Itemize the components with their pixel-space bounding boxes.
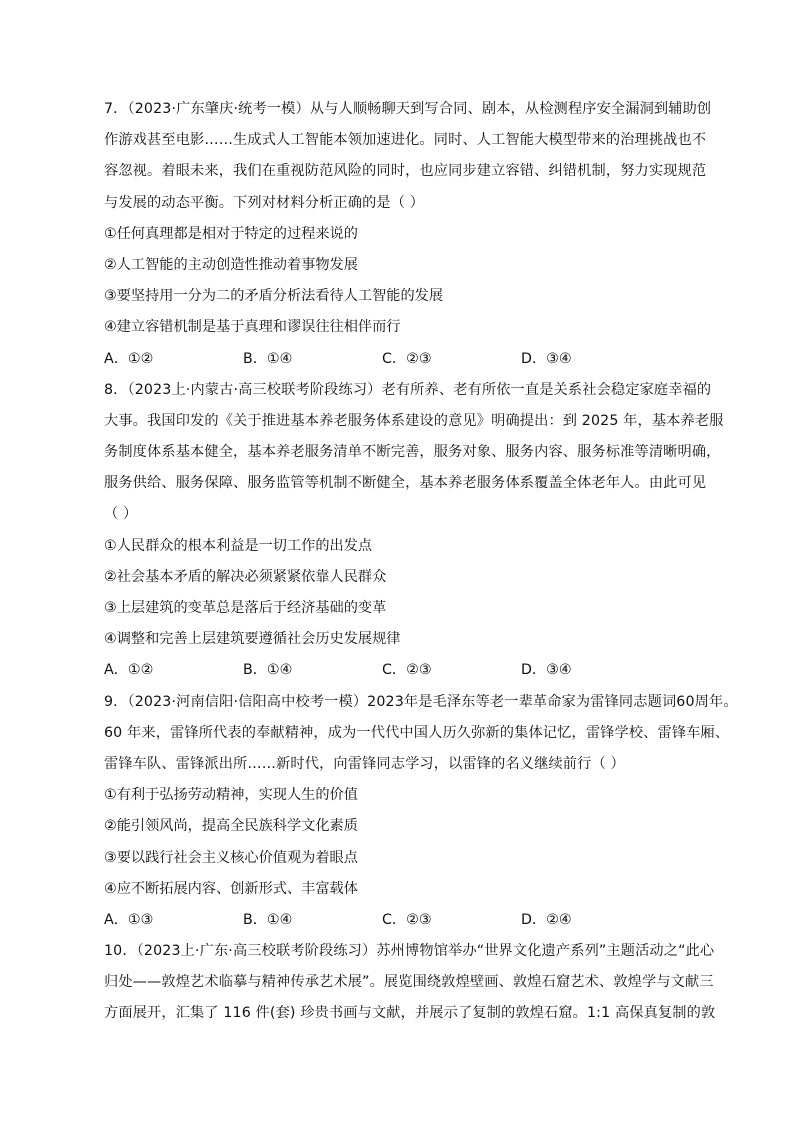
- question-stem-line: 务制度体系基本健全，基本养老服务清单不断完善，服务对象、服务内容、服务标准等清晰明确，: [104, 444, 721, 461]
- answer-choice-c: C．②③: [382, 350, 432, 367]
- statement-option: ④调整和完善上层建筑要遵循社会历史发展规律: [104, 631, 401, 648]
- statement-option: ③上层建筑的变革总是落后于经济基础的变革: [104, 600, 387, 616]
- answer-choice-a: A．①③: [104, 911, 154, 928]
- answer-choices: [104, 655, 694, 686]
- question-9: [104, 687, 738, 937]
- question-stem-line: 服务供给、服务保障、服务监管等机制不断健全，基本养老服务体系覆盖全体老年人。由此可见: [104, 475, 707, 492]
- answer-choice-b: B．①④: [243, 350, 293, 367]
- question-stem-line: 容忽视。着眼未来，我们在重视防范风险的同时，也应同步建立容错、纠错机制，努力实现规范: [104, 163, 707, 180]
- question-stem-line: 归处——敦煌艺术临摹与精神传承艺术展”。展览围绕敦煌壁画、敦煌石窟艺术、敦煌学与文献三: [104, 974, 714, 991]
- question-stem-line: 雷锋车队、雷锋派出所……新时代，向雷锋同志学习，以雷锋的名义继续前行（ ）: [104, 755, 625, 772]
- question-stem-line: 大事。我国印发的《关于推进基本养老服务体系建设的意见》明确提出：到 2025 年，基本养老服: [104, 412, 724, 429]
- answer-choices: [104, 344, 694, 375]
- statement-option: ②社会基本矛盾的解决必须紧紧依靠人民群众: [104, 568, 387, 585]
- statement-option: ③要以践行社会主义核心价值观为着眼点: [104, 849, 358, 866]
- question-8: [104, 375, 724, 687]
- statement-option: ②人工智能的主动创造性推动着事物发展: [104, 256, 358, 273]
- answer-choice-c: C．②③: [382, 662, 432, 679]
- question-stem-line: 9．（2023·河南信阳·信阳高中校考一模）2023年是毛泽东等老一辈革命家为雷锋同志题词60周年。: [104, 693, 738, 710]
- answer-choice-d: D．③④: [521, 350, 572, 367]
- statement-option: ①任何真理都是相对于特定的过程来说的: [104, 225, 358, 242]
- question-stem-line: 与发展的动态平衡。下列对材料分析正确的是（ ）: [104, 194, 425, 211]
- question-stem-line: 8．（2023上·内蒙古·高三校联考阶段练习）老有所养、老有所依一直是关系社会稳定家庭幸福的: [104, 381, 712, 398]
- answer-choice-c: C．②③: [382, 911, 432, 928]
- question-stem-line: 7．（2023·广东肇庆·统考一模）从与人顺畅聊天到写合同、剧本，从检测程序安全漏洞到辅助创: [104, 101, 712, 117]
- answer-choice-a: A．①②: [104, 662, 154, 679]
- question-stem-line: 60 年来，雷锋所代表的奉献精神，成为一代代中国人历久弥新的集体记忆，雷锋学校、雷锋车厢、: [104, 724, 730, 741]
- statement-option: ④建立容错机制是基于真理和谬误往往相伴而行: [104, 319, 401, 336]
- statement-option: ④应不断拓展内容、创新形式、丰富载体: [104, 880, 358, 897]
- statement-option: ②能引领风尚，提高全民族科学文化素质: [104, 818, 358, 835]
- question-7: [104, 94, 712, 375]
- answer-choice-b: B．①④: [243, 662, 293, 679]
- question-stem-line: 作游戏甚至电影……生成式人工智能本领加速进化。同时、人工智能大模型带来的治理挑战也不: [104, 132, 707, 149]
- answer-choice-d: D．②④: [521, 911, 572, 928]
- question-stem-line: 10．（2023上·广东·高三校联考阶段练习）苏州博物馆举办“世界文化遗产系列”主题活动之“此心: [104, 943, 715, 960]
- answer-choice-d: D．③④: [521, 662, 572, 679]
- answer-choice-b: B．①④: [243, 911, 293, 928]
- statement-option: ①人民群众的根本利益是一切工作的出发点: [104, 537, 373, 554]
- exam-page: [104, 94, 738, 1030]
- answer-choice-a: A．①②: [104, 350, 154, 367]
- question-10: [104, 936, 716, 1030]
- statement-option: ①有利于弘扬劳动精神，实现人生的价值: [104, 787, 358, 804]
- question-stem-line: （ ）: [104, 506, 138, 523]
- statement-option: ③要坚持用一分为二的矛盾分析法看待人工智能的发展: [104, 288, 444, 305]
- answer-choices: [104, 905, 694, 936]
- question-stem-line: 方面展开，汇集了 116 件(套) 珍贵书画与文献，并展示了复制的敦煌石窟。1:1 高保真复制的敦: [104, 1005, 716, 1022]
